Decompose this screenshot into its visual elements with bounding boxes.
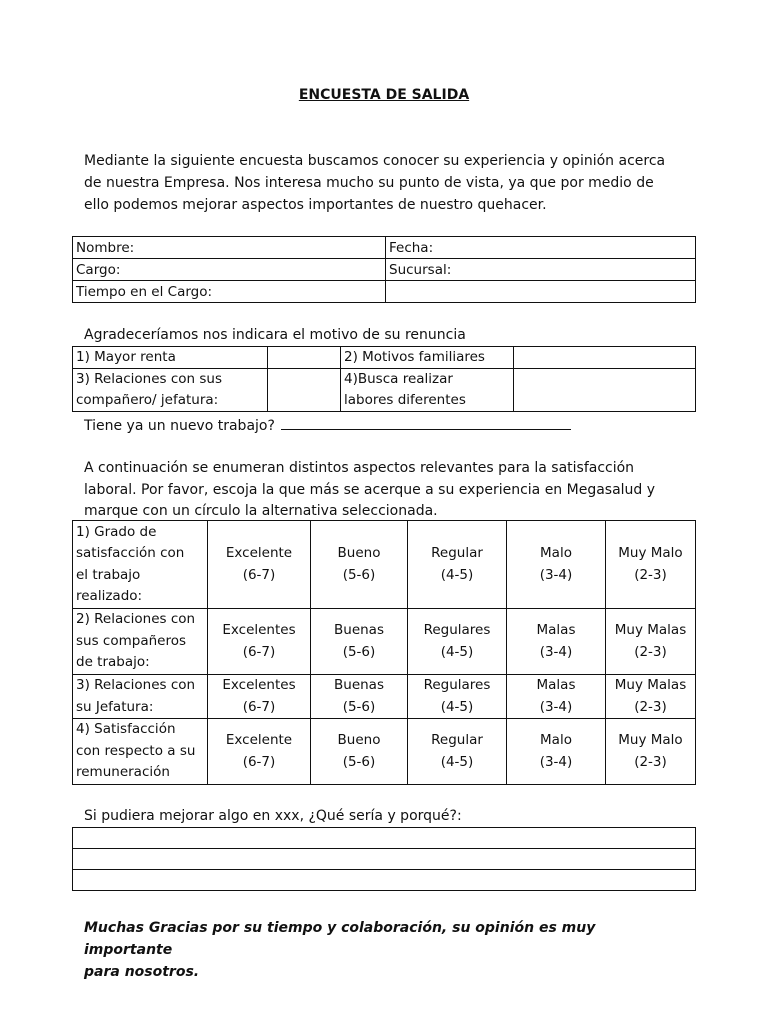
rating-range: (5-6) bbox=[342, 698, 376, 715]
satisfaction-table bbox=[72, 520, 696, 785]
rating-option[interactable] bbox=[311, 675, 408, 719]
rating-label: Malo bbox=[540, 732, 572, 748]
question-line: sus compañeros bbox=[76, 632, 186, 649]
reason-option-4-line: 4)Busca realizar bbox=[344, 371, 453, 387]
intro-line: ello podemos mejorar aspectos importantes de nuestro quehacer. bbox=[84, 197, 547, 213]
empty-cell bbox=[386, 281, 696, 303]
thank-you-line: Muchas Gracias por su tiempo y colaboración, su opinión es muy importante bbox=[84, 920, 596, 958]
thank-you-line: para nosotros. bbox=[84, 964, 200, 980]
date-field[interactable]: Fecha: bbox=[386, 237, 696, 259]
satisfaction-row bbox=[73, 675, 696, 719]
rating-range: (5-6) bbox=[342, 566, 376, 583]
rating-option[interactable] bbox=[507, 609, 606, 675]
rating-label: Excelentes bbox=[222, 622, 296, 638]
rating-label: Regulares bbox=[423, 622, 491, 638]
reason-option-3 bbox=[73, 369, 268, 412]
rating-option[interactable] bbox=[311, 609, 408, 675]
intro-line: de nuestra Empresa. Nos interesa mucho su punto de vista, ya que por medio de bbox=[84, 175, 654, 191]
rating-label: Excelente bbox=[225, 732, 293, 748]
rating-range: (6-7) bbox=[242, 643, 276, 660]
question-line: 3) Relaciones con bbox=[76, 677, 196, 693]
rating-option[interactable] bbox=[507, 675, 606, 719]
rating-label: Malas bbox=[536, 622, 576, 638]
rating-label: Buenas bbox=[334, 622, 384, 638]
rating-label: Malas bbox=[536, 677, 576, 693]
rating-option[interactable] bbox=[408, 675, 507, 719]
satisfaction-intro-line: A continuación se enumeran distintos aspectos relevantes para la satisfacción bbox=[84, 460, 635, 476]
rating-option[interactable] bbox=[606, 521, 696, 609]
satisfaction-intro-line: marque con un círculo la alternativa seleccionada. bbox=[84, 503, 438, 519]
satisfaction-intro-line: laboral. Por favor, escoja la que más se acerque a su experiencia en Megasalud y bbox=[84, 481, 656, 498]
rating-label: Regular bbox=[431, 545, 483, 561]
branch-field[interactable]: Sucursal: bbox=[386, 259, 696, 281]
question-line: de trabajo: bbox=[76, 654, 150, 671]
reason-option-2: 2) Motivos familiares bbox=[341, 347, 514, 369]
rating-option[interactable] bbox=[311, 521, 408, 609]
rating-range: (4-5) bbox=[440, 753, 474, 770]
question-line: su Jefatura: bbox=[76, 698, 154, 715]
question-line: realizado: bbox=[76, 588, 143, 604]
reason-label: Agradeceríamos nos indicara el motivo de su renuncia bbox=[84, 327, 466, 343]
tenure-field[interactable]: Tiempo en el Cargo: bbox=[73, 281, 386, 303]
rating-option[interactable] bbox=[408, 719, 507, 785]
satisfaction-row bbox=[73, 521, 696, 609]
question-cell bbox=[73, 719, 208, 785]
rating-option[interactable] bbox=[408, 521, 507, 609]
question-cell bbox=[73, 609, 208, 675]
question-line: el trabajo bbox=[76, 566, 141, 583]
rating-label: Excelentes bbox=[222, 677, 296, 693]
question-line: remuneración bbox=[76, 764, 170, 781]
question-line: 2) Relaciones con bbox=[76, 611, 196, 628]
rating-range: (4-5) bbox=[440, 566, 474, 583]
rating-label: Regular bbox=[431, 732, 483, 748]
rating-range: (4-5) bbox=[440, 643, 474, 660]
answer-line[interactable] bbox=[73, 849, 696, 870]
rating-label: Buenas bbox=[334, 677, 384, 693]
satisfaction-row bbox=[73, 609, 696, 675]
reason-option-3-line: 3) Relaciones con sus bbox=[76, 371, 223, 387]
reason-checkbox-2[interactable] bbox=[514, 347, 696, 369]
rating-option[interactable] bbox=[208, 719, 311, 785]
rating-label: Regulares bbox=[423, 677, 491, 693]
reason-option-4 bbox=[341, 369, 514, 412]
rating-range: (2-3) bbox=[634, 753, 667, 770]
rating-option[interactable] bbox=[606, 609, 696, 675]
reason-option-1: 1) Mayor renta bbox=[73, 347, 268, 369]
rating-option[interactable] bbox=[507, 521, 606, 609]
question-cell bbox=[73, 675, 208, 719]
reason-checkbox-3[interactable] bbox=[268, 369, 341, 412]
intro-line: Mediante la siguiente encuesta buscamos conocer su experiencia y opinión acerca bbox=[84, 153, 666, 169]
rating-range: (3-4) bbox=[539, 566, 573, 583]
intro-paragraph bbox=[84, 150, 694, 216]
rating-label: Bueno bbox=[337, 732, 381, 748]
rating-option[interactable] bbox=[606, 675, 696, 719]
rating-label: Bueno bbox=[337, 545, 381, 561]
rating-range: (6-7) bbox=[242, 753, 276, 770]
rating-range: (5-6) bbox=[342, 753, 376, 770]
rating-range: (2-3) bbox=[634, 566, 667, 583]
reason-checkbox-1[interactable] bbox=[268, 347, 341, 369]
answer-line[interactable] bbox=[73, 828, 696, 849]
thank-you-note bbox=[84, 917, 684, 983]
answer-line[interactable] bbox=[73, 870, 696, 891]
question-line: 1) Grado de bbox=[76, 523, 157, 540]
reason-option-4-line: labores diferentes bbox=[344, 392, 466, 408]
new-job-label: Tiene ya un nuevo trabajo? bbox=[84, 418, 275, 434]
rating-range: (3-4) bbox=[539, 698, 573, 715]
rating-range: (4-5) bbox=[440, 698, 474, 715]
page-title: ENCUESTA DE SALIDA bbox=[298, 87, 470, 103]
reason-option-3-line: compañero/ jefatura: bbox=[76, 392, 219, 408]
new-job-question bbox=[84, 415, 571, 434]
question-cell bbox=[73, 521, 208, 609]
resignation-reason-table bbox=[72, 346, 696, 412]
question-line: 4) Satisfacción bbox=[76, 721, 176, 738]
new-job-answer-line[interactable] bbox=[281, 415, 571, 430]
rating-range: (3-4) bbox=[539, 643, 573, 660]
rating-label: Muy Malas bbox=[614, 622, 687, 638]
position-field[interactable]: Cargo: bbox=[73, 259, 386, 281]
rating-option[interactable] bbox=[208, 675, 311, 719]
rating-range: (6-7) bbox=[242, 698, 276, 715]
rating-option[interactable] bbox=[507, 719, 606, 785]
satisfaction-row bbox=[73, 719, 696, 785]
question-line: con respecto a su bbox=[76, 742, 196, 759]
question-line: satisfacción con bbox=[76, 545, 185, 561]
rating-range: (2-3) bbox=[634, 698, 667, 715]
name-field[interactable]: Nombre: bbox=[73, 237, 386, 259]
rating-label: Malo bbox=[540, 545, 572, 561]
rating-range: (2-3) bbox=[634, 643, 667, 660]
rating-range: (6-7) bbox=[242, 566, 276, 583]
rating-option[interactable] bbox=[606, 719, 696, 785]
satisfaction-intro bbox=[84, 458, 694, 523]
rating-option[interactable] bbox=[208, 521, 311, 609]
rating-option[interactable] bbox=[311, 719, 408, 785]
rating-range: (3-4) bbox=[539, 753, 573, 770]
improvement-question: Si pudiera mejorar algo en xxx, ¿Qué sería y porqué?: bbox=[84, 808, 462, 824]
rating-option[interactable] bbox=[208, 609, 311, 675]
reason-checkbox-4[interactable] bbox=[514, 369, 696, 412]
rating-label: Muy Malas bbox=[614, 677, 687, 693]
improvement-answer-table bbox=[72, 827, 696, 891]
rating-label: Muy Malo bbox=[618, 732, 683, 748]
employee-info-table bbox=[72, 236, 696, 303]
rating-label: Excelente bbox=[225, 545, 293, 561]
rating-option[interactable] bbox=[408, 609, 507, 675]
rating-label: Muy Malo bbox=[618, 545, 683, 561]
rating-range: (5-6) bbox=[342, 643, 376, 660]
